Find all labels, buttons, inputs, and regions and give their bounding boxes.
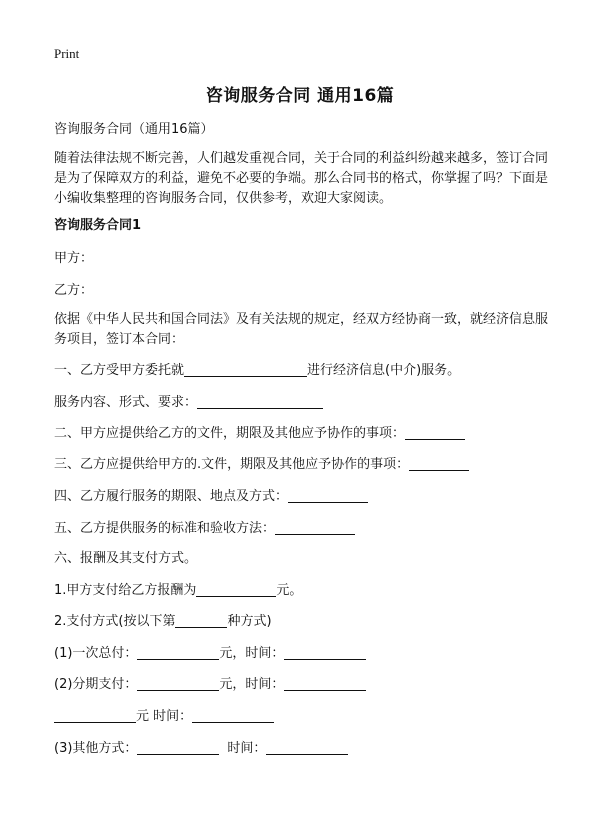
print-link[interactable]: Print (54, 46, 80, 61)
payment-2-blank[interactable] (175, 613, 227, 628)
item-1-blank[interactable] (184, 362, 307, 377)
option-2-continued (54, 706, 274, 727)
option-3-method-blank[interactable] (137, 740, 219, 755)
party-a-label: 甲方： (54, 251, 94, 266)
party-b-label: 乙方： (54, 283, 94, 298)
section-heading: 咨询服务合同1 (54, 218, 142, 233)
item-5-text: 五、乙方提供服务的标准和验收方法： (54, 521, 276, 536)
option-3-text-b: 时间： (227, 741, 267, 756)
document-title: 咨询服务合同 通用16篇 (205, 86, 395, 106)
item-3-blank[interactable] (409, 456, 469, 471)
item-2 (54, 423, 465, 444)
option-1-time-blank[interactable] (284, 645, 366, 660)
option-2-text-b: 元，时间： (219, 677, 285, 692)
item-5 (54, 518, 355, 539)
service-content (54, 392, 323, 413)
payment-1-text-a: 1.甲方支付给乙方报酬为 (54, 583, 197, 598)
option-2 (54, 674, 366, 695)
item-1-text-b: 进行经济信息(中介)服务。 (307, 363, 461, 378)
payment-1-text-b: 元。 (276, 583, 303, 598)
item-3-text: 三、乙方应提供给甲方的.文件，期限及其他应予协作的事项： (54, 457, 410, 472)
service-content-label: 服务内容、形式、要求： (54, 395, 198, 410)
option-2-time-blank[interactable] (284, 676, 366, 691)
payment-1 (54, 580, 302, 601)
option-2-continued-text: 元 时间： (136, 709, 193, 724)
option-1 (54, 643, 366, 664)
item-6: 六、报酬及其支付方式。 (54, 551, 198, 566)
item-4-text: 四、乙方履行服务的期限、地点及方式： (54, 489, 289, 504)
item-3 (54, 454, 469, 475)
item-5-blank[interactable] (275, 520, 355, 535)
option-1-text-b: 元，时间： (219, 646, 285, 661)
option-2-text-a: (2)分期支付： (54, 677, 138, 692)
option-3-time-blank[interactable] (266, 740, 348, 755)
option-2-extra-amount-blank[interactable] (54, 708, 136, 723)
item-1 (54, 360, 460, 381)
item-4 (54, 486, 368, 507)
option-1-amount-blank[interactable] (137, 645, 219, 660)
intro-paragraph: 随着法律法规不断完善，人们越发重视合同，关于合同的利益纠纷越来越多，签订合同是为了保障双方的利益，避免不必要的争端。那么合同书的格式，你掌握了吗？下面是小编收集整理的咨询服务合同，仅供参考，欢迎大家阅读。 (54, 151, 549, 206)
option-3 (54, 738, 348, 759)
option-2-extra-time-blank[interactable] (192, 708, 274, 723)
option-1-text-a: (1)一次总付： (54, 646, 138, 661)
option-3-text-a: (3)其他方式： (54, 741, 138, 756)
payment-2-text-b: 种方式) (227, 614, 272, 629)
service-content-blank[interactable] (197, 394, 323, 409)
option-2-amount-blank[interactable] (137, 676, 219, 691)
payment-2 (54, 611, 272, 632)
payment-1-blank[interactable] (196, 582, 276, 597)
item-2-blank[interactable] (405, 425, 465, 440)
document-subtitle: 咨询服务合同（通用16篇） (54, 122, 214, 137)
item-2-text: 二、甲方应提供给乙方的文件，期限及其他应予协作的事项： (54, 426, 406, 441)
item-1-text-a: 一、乙方受甲方委托就 (54, 363, 185, 378)
item-4-blank[interactable] (288, 488, 368, 503)
basis-paragraph: 依据《中华人民共和国合同法》及有关法规的规定，经双方经协商一致，就经济信息服务项目，签订本合同： (54, 312, 549, 347)
payment-2-text-a: 2.支付方式(按以下第 (54, 614, 176, 629)
